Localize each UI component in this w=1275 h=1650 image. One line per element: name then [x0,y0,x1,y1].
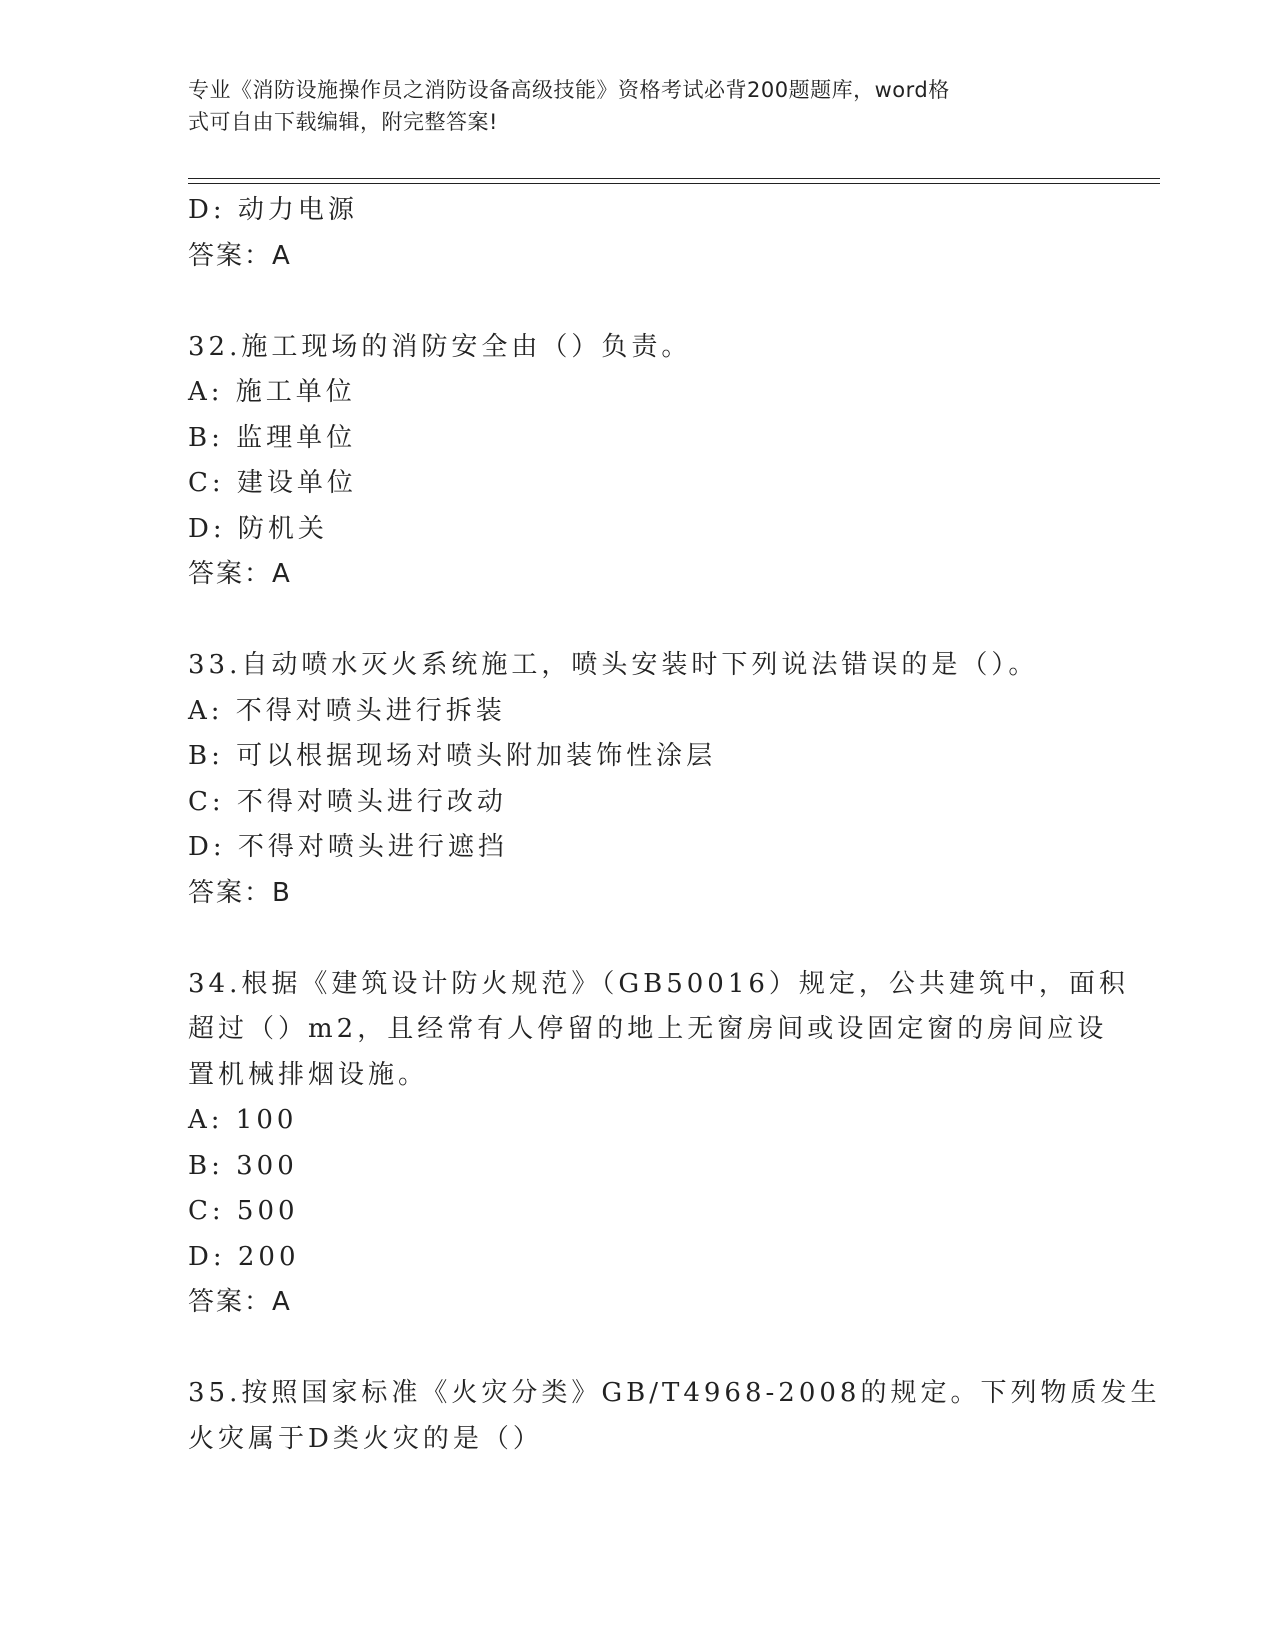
header-divider-bottom [188,183,1160,184]
option-a: A: 施工单位 [188,377,356,407]
question-stem-line-2: 超过（）m2，且经常有人停留的地上无窗房间或设固定窗的房间应设 [188,1014,1108,1044]
spacer [188,598,1088,644]
option-b: B: 300 [188,1150,298,1181]
question-stem: 32.施工现场的消防安全由（）负责。 [188,331,692,362]
option-d: D: 不得对喷头进行遮挡 [188,832,508,862]
option-c: C: 500 [188,1196,299,1226]
question-stem-line-2: 火灾属于D类火灾的是（） [188,1423,543,1454]
previous-question-tail [188,188,1088,279]
option-a: A: 100 [188,1105,298,1135]
answer-line: 答案：B [188,877,292,908]
spacer [188,279,1088,325]
question-stem-line-1: 35.按照国家标准《火灾分类》GB/T4968-2008的规定。下列物质发生 [188,1378,1161,1408]
option-c: C: 建设单位 [188,468,357,498]
question-list [188,188,1161,1462]
answer-line: 答案：A [188,559,292,589]
header-title-line-1: 专业《消防设施操作员之消防设备高级技能》资格考试必背200题题库，word格 [188,78,950,102]
option-d: D: 200 [188,1241,300,1272]
document-header [188,74,1068,138]
option-c: C: 不得对喷头进行改动 [188,786,507,817]
question-33 [188,643,1088,916]
answer-line: 答案：A [188,1287,292,1317]
option-b: B: 可以根据现场对喷头附加装饰性涂层 [188,741,717,771]
question-stem-line-1: 34.根据《建筑设计防火规范》（GB50016）规定，公共建筑中，面积 [188,968,1129,999]
spacer [188,1326,1088,1372]
option-d: D: 动力电源 [188,195,358,225]
question-32 [188,325,1088,598]
answer-line: 答案：A [188,240,292,271]
option-a: A: 不得对喷头进行拆装 [188,695,506,726]
spacer [188,916,1088,962]
header-divider-top [188,178,1160,179]
question-stem: 33.自动喷水灭火系统施工，喷头安装时下列说法错误的是（）。 [188,650,1039,680]
question-34 [188,962,1129,1326]
option-d: D: 防机关 [188,513,328,544]
question-35 [188,1371,1161,1462]
question-stem-line-3: 置机械排烟设施。 [188,1059,429,1090]
header-title-line-2: 式可自由下载编辑，附完整答案! [188,110,498,134]
option-b: B: 监理单位 [188,422,357,453]
